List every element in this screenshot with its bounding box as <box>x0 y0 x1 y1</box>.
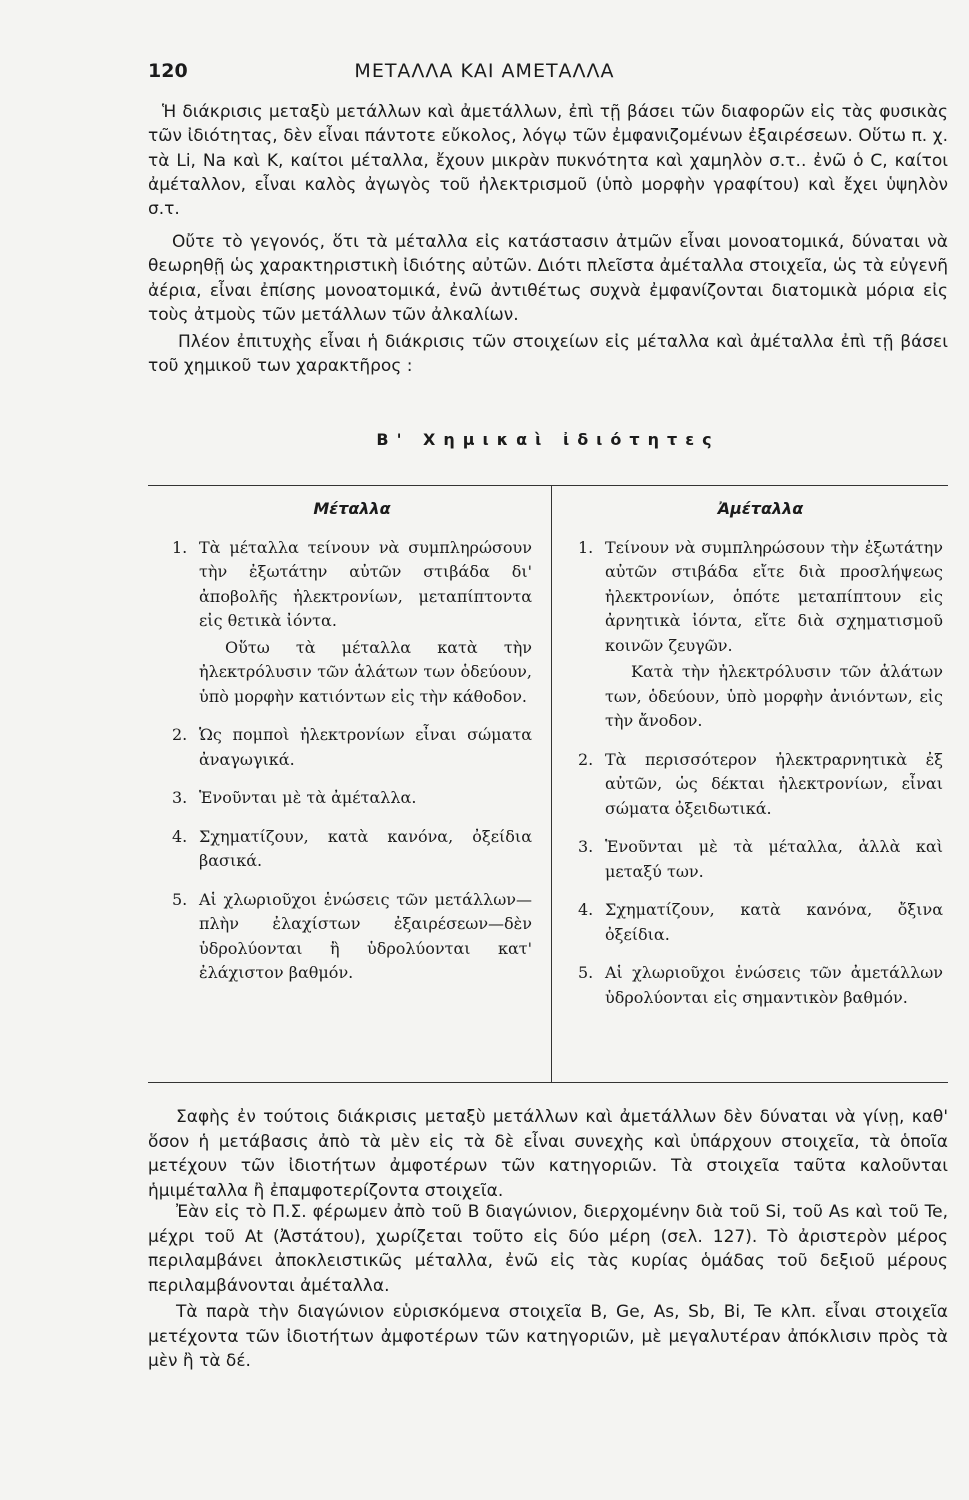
right-item-number: 3. <box>578 837 594 856</box>
right-item-number: 5. <box>578 963 594 982</box>
right-item <box>578 898 943 947</box>
right-item-text: Τὰ περισσότερον ἠλεκτραρνητικὰ ἐξ αὐτῶν, ὡς δέκται ἠλεκτρονίων, εἶναι σώματα ὀξειδωτικά. <box>605 749 943 818</box>
right-item-text: Σχηματίζουν, κατὰ κανόνα, ὄξινα ὀξείδια. <box>605 900 943 944</box>
metals-column <box>172 497 532 1000</box>
right-item-text: Ἑνοῦνται μὲ τὰ μέταλλα, ἀλλὰ καὶ μεταξύ των. <box>605 837 943 881</box>
left-item <box>172 888 532 986</box>
right-item-number: 4. <box>578 900 594 919</box>
left-item <box>172 825 532 874</box>
right-item-text: Αἱ χλωριοῦχοι ἑνώσεις τῶν ἀμετάλλων ὑδρολύονται εἰς σημαντικὸν βαθμόν. <box>605 963 943 1007</box>
right-item <box>578 835 943 884</box>
intro-paragraph-2: Οὔτε τὸ γεγονός, ὅτι τὰ μέταλλα εἰς κατάστασιν ἀτμῶν εἶναι μονοατομικά, δύναται νὰ θεωρηθῇ ὡς χαρακτηριστικὴ ἰδιότης αὐτῶν. Διότι πλεῖστα ἀμέταλλα στοιχεῖα, ὡς τὰ εὐγενῆ ἀέρια, εἶναι ἐπίσης μονοατομικά, ἐνῶ ἀντιθέτως συχνὰ ἐμφανίζονται διατομικὰ μόρια εἰς τοὺς ἀτμοὺς τῶν μετάλλων τῶν ἀλκαλίων. <box>148 232 949 325</box>
right-item-text: Τείνουν νὰ συμπληρώσουν τὴν ἐξωτάτην αὐτῶν στιβάδα εἴτε διὰ προσλήψεως ἠλεκτρονίων, ὁπότε μεταπίπτουν εἰς ἀρνητικὰ ἰόντα, εἴτε διὰ σχηματισμοῦ κοινῶν ζευγῶν. <box>605 537 943 655</box>
intro-paragraph-3: Πλέον ἐπιτυχὴς εἶναι ἡ διάκρισις τῶν στοιχείων εἰς μέταλλα καὶ ἀμέταλλα ἐπὶ τῇ βάσει τοῦ χημικοῦ των χαρακτῆρος : <box>148 332 948 377</box>
outro-paragraph-1: Σαφὴς ἐν τούτοις διάκρισις μεταξὺ μετάλλων καὶ ἀμετάλλων δὲν δύναται νὰ γίνῃ, καθ' ὅσον ἡ μετάβασις ἀπὸ τὰ μὲν εἰς τὰ δὲ εἶναι συνεχὴς καὶ ὑπάρχουν στοιχεῖα, τὰ ὁποῖα μετέχουν τῶν ἰδιοτήτων ἀμφοτέρων τῶν κατηγοριῶν. Τὰ στοιχεῖα ταῦτα καλοῦνται ἡμιμέταλλα ἢ ἐπαμφοτερίζοντα στοιχεῖα. <box>148 1107 948 1201</box>
right-item-number: 1. <box>578 537 594 557</box>
left-item-text: Ἑνοῦνται μὲ τὰ ἀμέταλλα. <box>199 788 417 807</box>
left-item-text: Σχηματίζουν, κατὰ κανόνα, ὀξείδια βασικά. <box>199 826 532 870</box>
left-item-text: Ὡς πομποὶ ἠλεκτρονίων εἶναι σώματα ἀναγωγικά. <box>199 725 532 769</box>
left-item <box>172 786 532 811</box>
left-item-number: 1. <box>172 537 188 557</box>
running-title: ΜΕΤΑΛΛΑ ΚΑΙ ΑΜΕΤΑΛΛΑ <box>354 60 615 82</box>
table-bottom-rule <box>148 1082 948 1083</box>
right-item <box>578 961 943 1010</box>
left-item-subtext: Οὕτω τὰ μέταλλα κατὰ τὴν ἠλεκτρόλυσιν τῶν ἁλάτων των ὁδεύουν, ὑπὸ μορφὴν κατιόντων εἰς τὴν κάθοδον. <box>199 637 532 706</box>
page-header <box>0 60 969 88</box>
left-item-number: 2. <box>172 725 188 744</box>
right-item <box>578 748 943 822</box>
table-top-rule <box>148 485 948 486</box>
left-item-text: Αἱ χλωριοῦχοι ἑνώσεις τῶν μετάλλων—πλὴν ἐλαχίστων ἐξαιρέσεων—δὲν ὑδρολύονται ἢ ὑδρολύονται κατ' ἐλάχιστον βαθμόν. <box>199 889 532 982</box>
outro-paragraph-3: Τὰ παρὰ τὴν διαγώνιον εὑρισκόμενα στοιχεῖα B, Ge, As, Sb, Bi, Te κλπ. εἶναι στοιχεῖα μετέχοντα τῶν ἰδιοτήτων ἀμφοτέρων τῶν κατηγοριῶν, μὲ μεγαλυτέραν ἀπόκλισιν πρὸς τὰ μὲν ἢ τὰ δέ. <box>148 1302 948 1371</box>
section-heading: Β' Χημικαὶ ἰδιότητες <box>376 430 720 449</box>
left-item <box>172 723 532 772</box>
metals-header: Μέταλλα <box>313 499 391 518</box>
right-item-number: 2. <box>578 749 594 769</box>
left-item-number: 3. <box>172 788 188 807</box>
left-item-number: 4. <box>172 826 188 846</box>
intro-paragraph-1: Ἡ διάκρισις μεταξὺ μετάλλων καὶ ἀμετάλλων, ἐπὶ τῇ βάσει τῶν διαφορῶν εἰς τὰς φυσικὰς τῶν ἰδιότητας, δὲν εἶναι πάντοτε εὔκολος, λόγῳ τῶν ἐμφανιζομένων ἐξαιρέσεων. Οὕτω π. χ. τὰ Li, Na καὶ K, καίτοι μέταλλα, ἔχουν μικρὰν πυκνότητα καὶ χαμηλὸν σ.τ.. ἐνῶ ὁ C, καίτοι ἀμέταλλον, εἶναι καλὸς ἀγωγὸς τοῦ ἠλεκτρισμοῦ (ὑπὸ μορφὴν γραφίτου) καὶ ἔχει ὑψηλὸν σ.τ. <box>148 102 948 220</box>
right-item <box>578 536 943 734</box>
left-item-number: 5. <box>172 889 188 909</box>
page-number: 120 <box>148 60 188 82</box>
right-item-subtext: Κατὰ τὴν ἠλεκτρόλυσιν τῶν ἁλάτων των, ὁδεύουν, ὑπὸ μορφὴν ἀνιόντων, εἰς τὴν ἄνοδον. <box>605 662 943 730</box>
left-item-text: Τὰ μέταλλα τείνουν νὰ συμπληρώσουν τὴν ἐξωτάτην αὐτῶν στιβάδα δι' ἀποβολῆς ἠλεκτρονίων, μεταπίπτοντα εἰς θετικὰ ἰόντα. <box>199 537 532 630</box>
nonmetals-column <box>578 497 943 1024</box>
left-item <box>172 536 532 710</box>
nonmetals-header: Ἀμέταλλα <box>717 499 804 518</box>
table-column-divider <box>551 485 552 1082</box>
outro-paragraph-2: Ἐὰν εἰς τὸ Π.Σ. φέρωμεν ἀπὸ τοῦ B διαγώνιον, διερχομένην διὰ τοῦ Si, τοῦ As καὶ τοῦ Te, μέχρι τοῦ At (Ἀστάτου), χωρίζεται τοῦτο εἰς δύο μέρη (σελ. 127). Τὸ ἀριστερὸν μέρος περιλαμβάνει ἀποκλειστικῶς μέταλλα, ἐνῶ εἰς τὰς κυρίας ὁμάδας τοῦ δεξιοῦ μέρους περιλαμβάνονται ἀμέταλλα. <box>148 1202 948 1296</box>
